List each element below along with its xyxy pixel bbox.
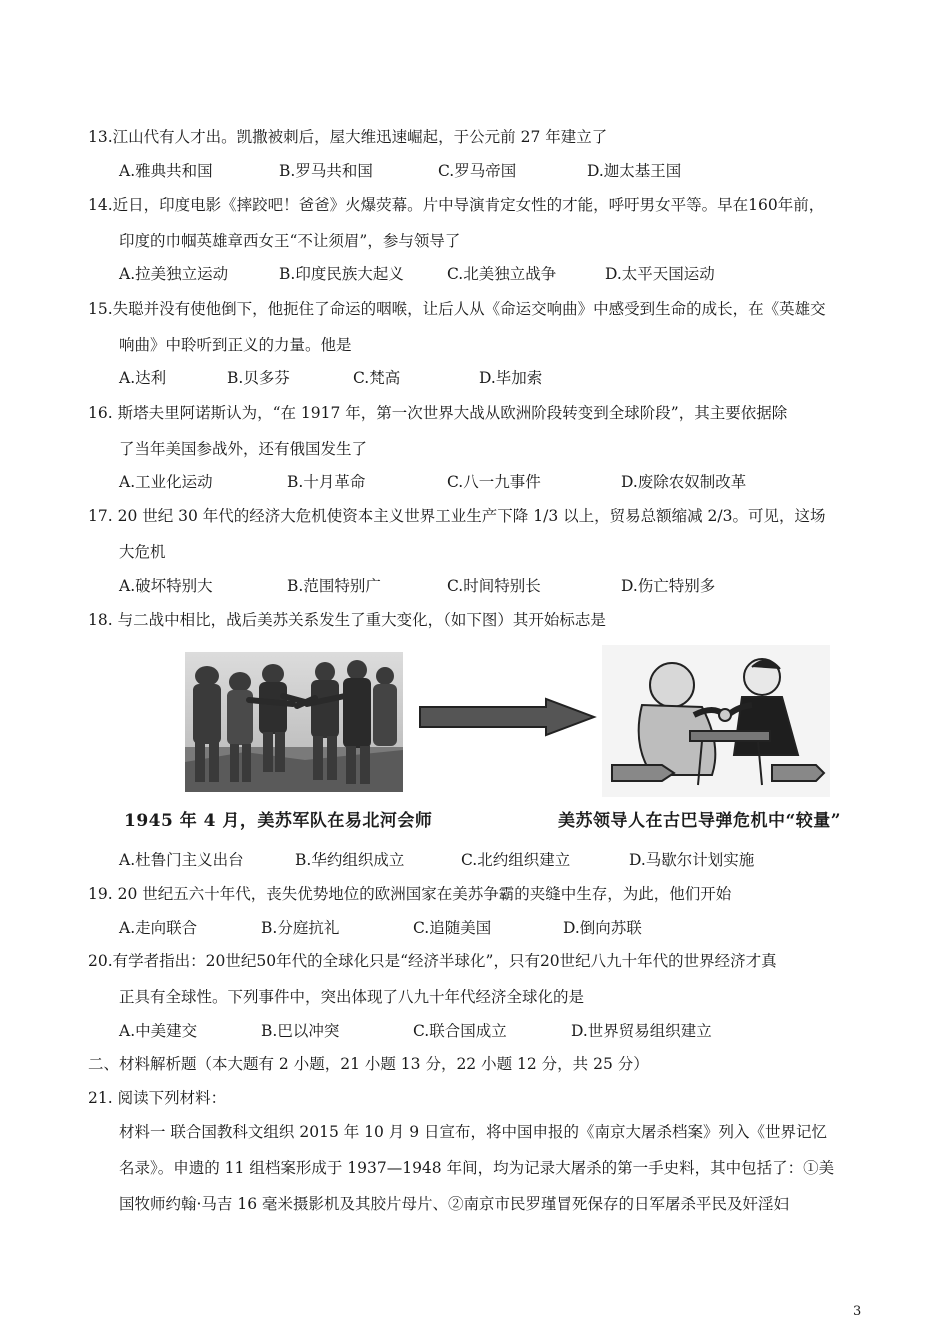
q18-option-d[interactable]: D.马歇尔计划实施: [629, 851, 755, 869]
q16-option-c[interactable]: C.八一九事件: [447, 473, 541, 491]
q13-option-b[interactable]: B.罗马共和国: [279, 162, 373, 180]
right-arrow-icon: [418, 697, 598, 737]
q15-stem-continued: 响曲》中聆听到正义的力量。他是: [119, 336, 352, 354]
q13-option-d[interactable]: D.迦太基王国: [587, 162, 682, 180]
page-number: 3: [853, 1304, 862, 1319]
material1-line3: 国牧师约翰·马吉 16 毫米摄影机及其胶片母片、②南京市民罗瑾冒死保存的日军屠杀平民及奸淫妇: [119, 1195, 790, 1213]
q19-option-b[interactable]: B.分庭抗礼: [261, 919, 340, 937]
caption-left: 1945 年 4 月，美苏军队在易北河会师: [124, 811, 433, 831]
q20-option-d[interactable]: D.世界贸易组织建立: [571, 1022, 712, 1040]
q20-stem-continued: 正具有全球性。下列事件中，突出体现了八九十年代经济全球化的是: [119, 988, 585, 1006]
q18-option-c[interactable]: C.北约组织建立: [461, 851, 571, 869]
q13-option-c[interactable]: C.罗马帝国: [438, 162, 517, 180]
q17-stem: 17. 20 世纪 30 年代的经济大危机使资本主义世界工业生产下降 1/3 以上，贸易总额缩减 2/3。可见，这场: [88, 507, 826, 525]
caption-right: 美苏领导人在古巴导弹危机中“较量”: [558, 811, 842, 831]
q14-option-d[interactable]: D.太平天国运动: [605, 265, 715, 283]
q17-option-b[interactable]: B.范围特别广: [287, 577, 381, 595]
q17-option-c[interactable]: C.时间特别长: [447, 577, 541, 595]
q20-option-a[interactable]: A.中美建交: [119, 1022, 198, 1040]
elbe-meeting-photo: [185, 652, 403, 792]
q16-stem: 16. 斯塔夫里阿诺斯认为，“在 1917 年，第一次世界大战从欧洲阶段转变到全球阶段”，其主要依据除: [88, 404, 788, 422]
q16-option-a[interactable]: A.工业化运动: [119, 473, 213, 491]
q18-option-a[interactable]: A.杜鲁门主义出台: [119, 851, 244, 869]
q15-option-a[interactable]: A.达利: [119, 369, 167, 387]
q20-option-b[interactable]: B.巴以冲突: [261, 1022, 340, 1040]
q19-option-a[interactable]: A.走向联合: [119, 919, 198, 937]
q15-option-c[interactable]: C.梵高: [353, 369, 401, 387]
q19-option-d[interactable]: D.倒向苏联: [563, 919, 642, 937]
q13-stem: 13.江山代有人才出。凯撒被刺后，屋大维迅速崛起，于公元前 27 年建立了: [88, 128, 608, 146]
q17-option-d[interactable]: D.伤亡特别多: [621, 577, 716, 595]
q14-option-c[interactable]: C.北美独立战争: [447, 265, 557, 283]
q17-stem-continued: 大危机: [119, 543, 166, 561]
q20-option-c[interactable]: C.联合国成立: [413, 1022, 507, 1040]
q16-stem-continued: 了当年美国参战外，还有俄国发生了: [119, 440, 368, 458]
material1-line2: 名录》。申遗的 11 组档案形成于 1937—1948 年间，均为记录大屠杀的第一手史料，其中包括了：①美: [119, 1159, 835, 1177]
q15-stem: 15.失聪并没有使他倒下，他扼住了命运的咽喉，让后人从《命运交响曲》中感受到生命的成长，在《英雄交: [88, 300, 826, 318]
q19-option-c[interactable]: C.追随美国: [413, 919, 492, 937]
q15-option-b[interactable]: B.贝多芬: [227, 369, 290, 387]
q16-option-b[interactable]: B.十月革命: [287, 473, 366, 491]
q15-option-d[interactable]: D.毕加索: [479, 369, 543, 387]
section2-heading: 二、材料解析题（本大题有 2 小题，21 小题 13 分，22 小题 12 分，共 25 分）: [88, 1055, 649, 1073]
q21-intro: 21. 阅读下列材料：: [88, 1089, 227, 1107]
arm-wrestling-cartoon: [602, 645, 830, 797]
q18-option-b[interactable]: B.华约组织成立: [295, 851, 405, 869]
q16-option-d[interactable]: D.废除农奴制改革: [621, 473, 747, 491]
q14-option-a[interactable]: A.拉美独立运动: [119, 265, 229, 283]
q13-option-a[interactable]: A.雅典共和国: [119, 162, 213, 180]
q14-stem-continued: 印度的巾帼英雄章西女王“不让须眉”，参与领导了: [119, 232, 461, 250]
q18-stem: 18. 与二战中相比，战后美苏关系发生了重大变化，（如下图）其开始标志是: [88, 611, 606, 629]
q19-stem: 19. 20 世纪五六十年代，丧失优势地位的欧洲国家在美苏争霸的夹缝中生存，为此，他们开始: [88, 885, 732, 903]
q17-option-a[interactable]: A.破坏特别大: [119, 577, 213, 595]
q14-option-b[interactable]: B.印度民族大起义: [279, 265, 404, 283]
q20-stem: 20.有学者指出：20世纪50年代的全球化只是“经济半球化”，只有20世纪八九十年代的世界经济才真: [88, 952, 777, 970]
q14-stem: 14.近日，印度电影《摔跤吧！爸爸》火爆荧幕。片中导演肯定女性的才能，呼吁男女平等。早在160年前，: [88, 196, 825, 214]
material1-line1: 材料一 联合国教科文组织 2015 年 10 月 9 日宣布，将中国申报的《南京大屠杀档案》列入《世界记忆: [119, 1123, 828, 1141]
